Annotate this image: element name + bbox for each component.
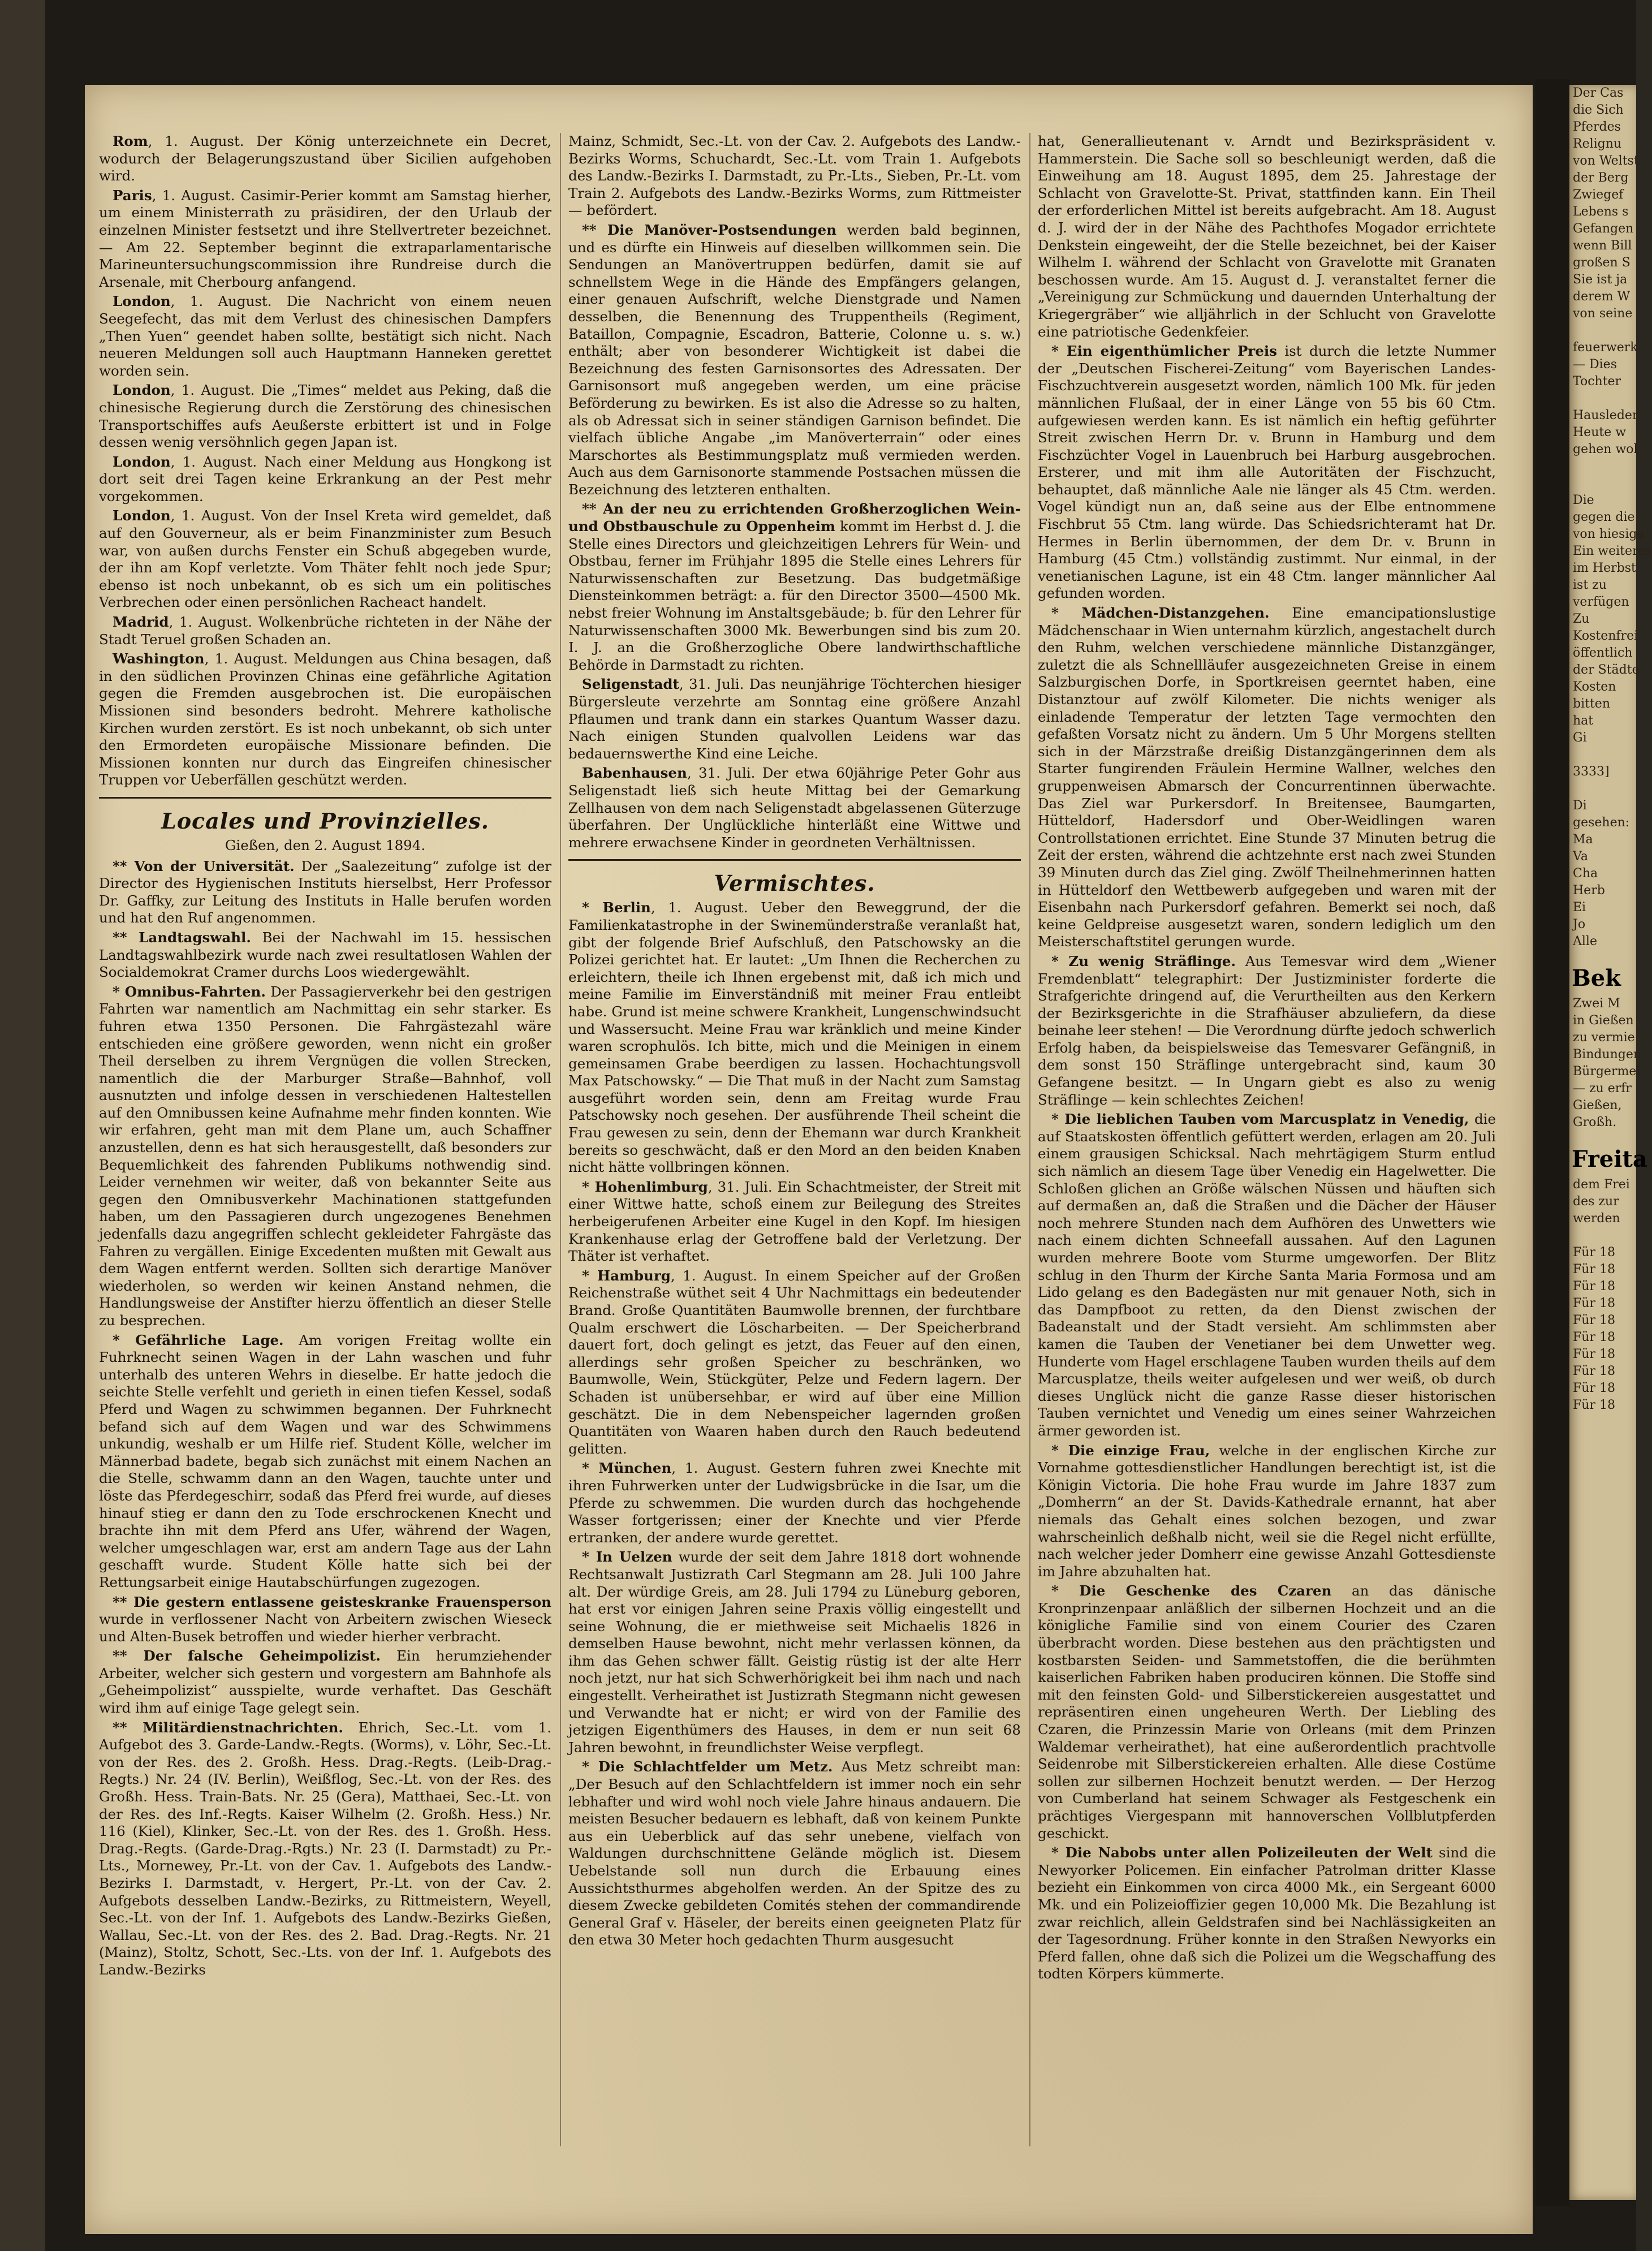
article-paragraph (1038, 1582, 1496, 1842)
article-text: Aus Temesvar wird dem „Wiener Fremdenblatt“ telegraphirt: Der Justizminister forderte die Strafgerichte dringend auf, die Verurtheilten aus den Kerkern der Bezirksgerichte in die Strafhäuser abzuliefern, da diese beinahe leer stehen! — Die Verordnung dürfte jedoch schwerlich Erfolg haben, da beispielsweise das Temesvarer Gefängniß, in dem sonst 150 Sträflinge untergebracht sind, kaum 30 Gefangene besitzt. — In Ungarn giebt es also zu wenig Sträflinge — kein schlechtes Zeichen! (1038, 952, 1496, 1108)
article-text: Der Passagierverkehr bei den gestrigen Fahrten war namentlich am Nachmittag ein sehr starker. Es fuhren etwa 1350 Personen. Die Fahrgästezahl wäre entschieden eine größere geworden, wenn nicht ein großer Theil derselben zu ihrem Vergnügen die vollen Strecken, namentlich die der Marburger Straße—Bahnhof, voll ausnutzten und infolge dessen in verschiedenen Haltestellen auf den Omnibussen keine Aufnahme mehr finden konnten. Wie wir erfahren, geht man mit dem Plane um, auch Schaffner anzustellen, denn es hat sich herausgestellt, daß besonders zur Bequemlichkeit des fahrenden Publikums nothwendig sind. Leider vernehmen wir weiter, daß von bekannter Seite aus gegen den Omnibusverkehr Machinationen stattgefunden haben, um den Passagieren durch ungezogenes Benehmen jedenfalls dazu angegriffen schlecht gekleideter Fahrgäste das Fahren zu vergällen. Einige Excedenten mußten mit Gewalt aus dem Wagen entfernt werden. Sollten sich derartige Manöver wiederholen, so werden wir keinen Anstand nehmen, die Handlungsweise der Anstifter hierzu öffentlich an dieser Stelle zu besprechen. (99, 983, 551, 1329)
sliver-line (1569, 390, 1636, 407)
sliver-line: Hausleder (1573, 408, 1638, 422)
sliver-line: Für 18 (1573, 1262, 1615, 1277)
article-lead: * Die lieblichen Tauben vom Marcusplatz in Venedig, (1051, 1111, 1469, 1128)
section-rule (99, 797, 551, 799)
article-paragraph (99, 1594, 551, 1646)
article-paragraph (1038, 1442, 1496, 1581)
sliver-line: Großh. (1573, 1115, 1617, 1129)
article-lead: * München (582, 1460, 672, 1477)
article-lead: Rom (113, 133, 148, 149)
local-dateline: Gießen, den 2. August 1894. (225, 836, 426, 853)
article-paragraph (99, 614, 551, 648)
article-paragraph (568, 133, 1021, 219)
article-lead: * Hamburg (582, 1267, 671, 1284)
article-paragraph (568, 1267, 1021, 1458)
article-lead: * Hohenlimburg (582, 1178, 708, 1195)
article-text: , 31. Juli. Ein Schachtmeister, der Streit mit einer Wittwe hatte, schoß einem zur Beilegung des Streites herbeigerufenen Arbeiter eine Kugel in den Kopf. Im hiesigen Krankenhause erlag der Getroffene bald der Verletzung. Der Thäter ist verhaftet. (568, 1178, 1021, 1265)
sliver-line (1569, 475, 1636, 492)
sliver-line: Zwiegef (1573, 188, 1624, 202)
article-paragraph (99, 507, 551, 611)
article-paragraph (99, 929, 551, 981)
article-lead: Washington (113, 650, 205, 667)
article-text: sind die Newyorker Policemen. Ein einfacher Patrolman dritter Klasse bezieht ein Einkommen von circa 4000 Mk., ein Sergeant 6000 Mk. und ein Polizeioffizier gegen 10,000 Mk. Die Bezahlung ist zwar reichlich, allein Geldstrafen sind bei Nachlässigkeiten an der Tagesordnung. Früher konnte in den Straßen Newyorks ein Pferd fallen, ohne daß sich die Polizei um die Wegschaffung des todten Körpers kümmerte. (1038, 1844, 1496, 1982)
sliver-line: Alle (1573, 934, 1597, 948)
sliver-line: Der Cas (1573, 86, 1624, 100)
article-text: kommt im Herbst d. J. die Stelle eines Directors und gleichzeitigen Lehrers für Wein- und Obstbau, ferner im Frühjahr 1895 die Stelle eines Lehrers für Naturwissenschaften zur Besetzung. Das budgetmäßige Diensteinkommen beträgt: a. für den Director 3500—4500 Mk. nebst freier Wohnung im Anstaltsgebäude; b. für den Lehrer für Naturwissenschaften 3000 Mk. Bewerbungen sind bis zum 20. I. J. an die Großherzogliche Obere landwirthschaftliche Behörde in Darmstadt zu richten. (568, 518, 1021, 673)
article-lead: Madrid (113, 614, 169, 631)
sliver-line: hat (1573, 714, 1594, 728)
column-1 (99, 133, 551, 2228)
sliver-line: Tochter (1573, 374, 1621, 389)
sliver-line: — zu erfr (1573, 1081, 1632, 1096)
article-lead: Seligenstadt (582, 676, 679, 693)
column-2 (568, 133, 1021, 2228)
local-news (99, 858, 551, 1979)
sliver-line: Bürgermei (1573, 1064, 1641, 1079)
sliver-line: im Herbst (1573, 561, 1636, 575)
sliver-line: Gießen, (1573, 1098, 1622, 1112)
article-lead: * Mädchen-Distanzgehen. (1051, 605, 1270, 622)
article-text: Der „Saalezeitung“ zufolge ist der Director des Hygienischen Instituts hierselbst, Herr Professor Dr. Gaffky, zur Leitung des Instituts in Halle berufen worden und hat den Ruf angenommen. (99, 857, 552, 926)
article-paragraph (99, 187, 551, 291)
article-lead: ** Die Manöver-Postsendungen (582, 221, 837, 238)
misc-section-title: Vermischtes. (714, 870, 875, 896)
article-lead: * Berlin (582, 899, 651, 916)
sliver-line: des zur (1573, 1195, 1619, 1209)
sliver-line (1569, 780, 1636, 797)
article-text: Ehrich, Sec.-Lt. vom 1. Aufgebot des 3. Garde-Landw.-Regts. (Worms), v. Löhr, Sec.-Lt. von der Res. des 2. Großh. Hess. Drag.-Regts. (Leib-Drag.-Regts.) Nr. 24 (IV. Berlin), Weißflog, Sec.-Lt. von der Res. des Großh. Hess. Train-Bats. Nr. 25 (Gera), Matthaei, Sec.-Lt. von der Res. des Inf.-Regts. Kaiser Wilhelm (2. Großh. Hess.) Nr. 116 (Kiel), Klinker, Sec.-Lt. von der Res. des 1. Großh. Hess. Drag.-Regts. (Garde-Drag.-Rgts.) Nr. 23 (I. Darmstadt) zu Pr.-Lts., Mornewey, Pr.-Lt. von der Cav. 1. Aufgebots des Landw.-Bezirks I. Darmstadt, v. Hergert, Pr.-Lt. von der Cav. 2. Aufgebots desselben Landw.-Bezirks, zu Rittmeistern, Weyell, Sec.-Lt. von der Inf. 1. Aufgebots des Landw.-Bezirks Gießen, Wallau, Sec.-Lt. von der Res. des 2. Bad. Drag.-Regts. Nr. 21 (Mainz), Stoltz, Schott, Sec.-Lts. von der Inf. 1. Aufgebots des Landw.-Bezirks (99, 1719, 551, 1978)
article-lead: ** Landtagswahl. (113, 929, 251, 946)
article-paragraph (568, 1758, 1021, 1949)
article-text: , 1. August. Ueber den Beweggrund, der die Familienkatastrophe in der Swinemünderstraße veranlaßt hat, gibt der folgende Brief Aufschluß, den Patschowsky an die Polizei gerichtet hat. Er lautet: „Um Ihnen die Recherchen zu erleichtern, theile ich Ihnen ergebenst mit, daß ich mich und meine Familie im Einverständniß mit meiner Frau entleibt habe. Grund ist meine schwere Krankheit, Lungenschwindsucht und Wassersucht. Meine Frau war kränklich und meine Kinder waren scrophulös. Ich bitte, mich und die Meinigen in einem gemeinsamen Grabe beerdigen zu lassen. Hochachtungsvoll Max Patschowsky.“ — Die That muß in der Nacht zum Samstag ausgeführt worden sein, denn am Freitag wurde Frau Patschowsky noch gesehen. Der ausführende Theil scheint die Frau gewesen zu sein, denn der Ehemann war durch Krankheit bereits so geschwächt, daß er den Mord an den beiden Knaben nicht hätte vollbringen können. (568, 899, 1021, 1176)
article-lead: * Die einzige Frau, (1051, 1442, 1210, 1459)
sliver-line: Lebens s (1573, 205, 1629, 219)
article-paragraph (568, 899, 1021, 1176)
article-lead: Babenhausen (582, 765, 687, 782)
sliver-line: Für 18 (1573, 1347, 1615, 1361)
regional-news (568, 133, 1021, 851)
sliver-line: Kosten (1573, 680, 1616, 694)
article-text: hat, Generallieutenant v. Arndt und Bezirkspräsident v. Hammerstein. Die Sache soll so beschleunigt werden, daß die Einweihung am 18. August 1895, dem 25. Jahrestage der Schlacht von Gravelotte-St. Privat, stattfinden kann. Ein Theil der erforderlichen Mittel ist bereits aufgebracht. Am 18. August d. J. wird der in der Nähe des Pachthofes Mogador errichtete Denkstein eingeweiht, der die Stelle bezeichnet, bei der Kaiser Wilhelm I. während der Schlacht von Gravelotte mit Granaten beschossen wurde. Am 15. August d. J. veranstaltet ferner die „Vereinigung zur Schmückung und dauernden Unterhaltung der Kriegergräber“ wie alljährlich in der Schlucht von Gravelotte eine patriotische Gedenkfeier. (1038, 133, 1496, 340)
article-text: , 1. August. Der König unterzeichnete ein Decret, wodurch der Belagerungszustand über Sicilien aufgehoben wird. (99, 133, 551, 184)
sliver-line: ist zu (1573, 578, 1607, 592)
article-lead: * Zu wenig Sträflinge. (1051, 952, 1236, 969)
local-section-title: Locales und Provinzielles. (161, 808, 490, 834)
article-lead: ** Der falsche Geheimpolizist. (113, 1648, 381, 1664)
article-paragraph (568, 222, 1021, 499)
article-text: , 31. Juli. Der etwa 60jährige Peter Gohr aus Seligenstadt ließ sich heute Mittag bei der Gemarkung Zellhausen von dem nach Seligenstadt abgelassenen Güterzuge überfahren. Der Unglückliche hinterläßt eine Wittwe und mehrere erwachsene Kinder in geordneten Verhältnissen. (568, 765, 1021, 851)
article-lead: * Die Geschenke des Czaren (1051, 1582, 1332, 1599)
article-paragraph (99, 1332, 551, 1592)
article-text: , 1. August. Die „Times“ meldet aus Peking, daß die chinesische Regierung durch die Zerstörung des chinesischen Transportschiffes aufs Aeußerste erbittert ist und in Folge dessen wenig versöhnlich gegen Japan ist. (99, 382, 551, 451)
article-text: die auf Staatskosten öffentlich gefüttert werden, erlagen am 20. Juli einem grausigen Schicksal. Nach mehrtägigem Sturm entlud sich nämlich an diesem Tage über Venedig ein Hagelwetter. Die Schloßen glichen an Größe wälschen Nüssen und häuften sich auf dermaßen an, daß die Straßen und die Dächer der Häuser noch mehrere Stunden nach dem Aufhören des Unwetters wie nach einem dichten Schneefall aussahen. Auf den Lagunen wurden mehrere Boote vom Sturme umgeworfen. Der Blitz schlug in den Thurm der Kirche Santa Maria Formosa und am Lido gelang es den Badegästen nur mit genauer Noth, sich in das Dampfboot zu retten, da den Dienst zwischen der Badeanstalt und der Stadt versieht. Am schlimmsten aber kamen die Tauben der Venetianer bei dem Unwetter weg. Hunderte vom Hagel erschlagene Tauben wurden theils auf dem Marcusplatze, theils weiter aufgelesen und wer weiß, ob durch dieses Unglück nicht die ganze Rasse dieser historischen Tauben vernichtet und Venedig um eines seiner Wahrzeichen ärmer geworden ist. (1038, 1111, 1496, 1439)
article-lead: London (113, 453, 171, 470)
sliver-line: werden (1573, 1211, 1620, 1226)
article-text: , 1. August. Nach einer Meldung aus Hongkong ist dort seit drei Tagen keine Erkrankung an der Pest mehr vorgekommen. (99, 453, 551, 504)
sliver-line (1569, 747, 1636, 764)
book-spine (1535, 79, 1569, 2206)
next-page-heading-2: Freita (1572, 1146, 1647, 1172)
next-page-text-bottom (1569, 1176, 1636, 1414)
article-paragraph (99, 293, 551, 380)
sliver-line: Zwei M (1573, 997, 1620, 1011)
article-lead: * Die Nabobs unter allen Polizeileuten der Welt (1051, 1844, 1433, 1861)
sliver-line: zu vermie (1573, 1030, 1635, 1045)
article-text: , 1. August. Von der Insel Kreta wird gemeldet, daß auf den Gouverneur, als er beim Finanzminister zum Besuch war, von außen durchs Fenster ein Schuß abgegeben wurde, der ihn am Kopf verletzte. Vom Thäter fehlt noch jede Spur; ebenso ist noch unbekannt, ob es sich um ein politisches Verbrechen oder einen persönlichen Racheact handelt. (99, 507, 551, 611)
sliver-line: Kostenfrei (1573, 629, 1638, 643)
article-text: wurde der seit dem Jahre 1818 dort wohnende Rechtsanwalt Justizrath Carl Stegmann am 28. Juli 100 Jahre alt. Der würdige Greis, am 28. Juli 1794 zu Lüneburg geboren, hat erst vor einigen Jahren seine Praxis völlig eingestellt und seine Wohnung, die er miethweise seit Michaelis 1826 in demselben Hause bewohnt, nicht mehr verlassen können, da ihm das Gehen schwer fällt. Geistig rüstig ist der alte Herr noch jetzt, nur hat sich Schwerhörigkeit bei ihm nach und nach eingestellt. Verheirathet ist Justizrath Stegmann nicht gewesen und Verwandte hat er nicht; er wird von der Familie des jetzigen Eigenthümers des Hauses, in dem er nun seit 68 Jahren bewohnt, in freundlichster Weise verpflegt. (568, 1549, 1021, 1756)
article-lead: London (113, 507, 171, 524)
sliver-line: Relignu (1573, 137, 1622, 151)
sliver-line: 3333] (1573, 765, 1610, 779)
article-text: Am vorigen Freitag wollte ein Fuhrknecht seinen Wagen in der Lahn waschen und fuhr unterhalb des unteren Wehrs in dieselbe. Er hatte jedoch die seichte Stelle verfehlt und gerieth in einen tiefen Kessel, sodaß Pferd und Wagen zu schwimmen begannen. Der Fuhrknecht befand sich auf dem Wagen und war des Schwimmens unkundig, weshalb er um Hilfe rief. Student Kölle, welcher im Männerbad badete, begab sich zunächst mit einem Nachen an die Stelle, schwamm dann an den Wagen, tauchte unter und löste das Pferdegeschirr, sodaß das Pferd frei wurde, auf dieses hinauf stieg er dann den zu Tode erschrockenen Knecht und brachte ihn mit dem Pferd ans Ufer, während der Wagen, welcher umgeschlagen war, erst am andern Tage aus der Lahn geschafft wurde. Student Kölle hatte sich bei der Rettungsarbeit einige Hautabschürfungen zugezogen. (99, 1331, 551, 1590)
article-text: Eine emancipationslustige Mädchenschaar in Wien unternahm kürzlich, angestachelt durch den Ruhm, welchen verschiedene männliche Distanzgänger, zuletzt die als Schnellläufer ausgezeichneten Greise in einem Salzburgischen Dorfe, in Sportkreisen geerntet haben, eine Distanztour auf zwölf Kilometer. Die nichts weniger als einladende Temperatur der letzten Tage vermochten den gefaßten Vorsatz nicht zu ändern. Um 5 Uhr Morgens stellten sich in der Märzstraße dreißig Distanzgängerinnen dem als Starter fungirenden Fräulein Hermine Wallner, welches den gruppenweisen Abmarsch der Concurrentinnen überwachte. Das Ziel war Purkersdorf. In Breitensee, Baumgarten, Hütteldorf, Hadersdorf und Ober-Weidlingen waren Controllstationen errichtet. Eine Stunde 37 Minuten betrug die Zeit der ersten, während die achtzehnte erst nach zwei Stunden 39 Minuten durch das Ziel ging. Zwölf Theilnehmerinnen hatten in Hütteldorf den Wettbewerb aufgegeben und waren mit der Eisenbahn nach Purkersdorf gefahren. Bemerkt sei noch, daß keine Geldpreise ausgesetzt waren, sondern lediglich um den Meisterschaftstitel gerungen wurde. (1038, 605, 1496, 950)
sliver-line: Cha (1573, 866, 1598, 881)
sliver-line: verfügen (1573, 595, 1629, 609)
article-paragraph (568, 1460, 1021, 1546)
sliver-line: Sie ist ja (1573, 273, 1628, 287)
sliver-line: Ei (1573, 900, 1586, 915)
article-text: Ein herumziehender Arbeiter, welcher sich gestern und vorgestern am Bahnhofe als „Geheimpolizist“ ausspielte, wurde verhaftet. Das Geschäft wird ihm auf einige Tage gelegt sein. (99, 1648, 551, 1717)
sliver-line: Für 18 (1573, 1245, 1615, 1260)
sliver-line (1569, 1227, 1636, 1244)
article-text: Bei der Nachwahl im 15. hessischen Landtagswahlbezirk wurde nach zwei resultatlosen Wahlen der Socialdemokrat Cramer durchs Loos wiedergewählt. (99, 929, 551, 981)
article-paragraph (99, 858, 551, 927)
article-text: welche in der englischen Kirche zur Vornahme gottesdienstlicher Handlungen berechtigt ist, ist die Königin Victoria. Die hohe Frau wurde im Jahre 1837 zum „Domherrn“ an der St. Davids-Kathedrale ernannt, hat aber niemals das Gehalt eines solchen bezogen, und zwar wahrscheinlich deßhalb nicht, weil sie die Regel nicht erfüllte, nach welcher jeder Domherr eine gewisse Anzahl Gottesdienste im Jahre abzuhalten hat. (1038, 1442, 1496, 1580)
article-lead: ** An der neu zu errichtenden Großherzoglichen Wein- und Obstbauschule zu Oppenheim (568, 501, 1021, 535)
sliver-line: Für 18 (1573, 1296, 1615, 1310)
misc-news (568, 899, 1021, 1949)
article-paragraph (1038, 1111, 1496, 1439)
sliver-line: Bindungen (1573, 1047, 1642, 1062)
sliver-line: Gi (1573, 731, 1587, 745)
next-page-edge (1569, 85, 1652, 2200)
sliver-line: bitten (1573, 697, 1610, 711)
article-lead: London (113, 382, 171, 399)
sliver-line: von seine (1573, 307, 1633, 321)
article-text: , 1. August. Meldungen aus China besagen, daß in den südlichen Provinzen Chinas eine gefährliche Agitation gegen die Fremden ausgebrochen ist. Die europäischen Missionen sind besonders bedroht. Mehrere katholische Kirchen wurden zerstört. Es ist noch unbekannt, ob sich unter den Ermordeten europäische Missionare befinden. Die Missionen konnten nur durch das Eingreifen chinesischer Truppen vor Ueberfällen geschützt werden. (99, 650, 551, 788)
article-lead: London (113, 293, 171, 310)
sliver-line: Heute w (1573, 425, 1627, 439)
article-text: Aus Metz schreibt man: „Der Besuch auf den Schlachtfeldern ist immer noch ein sehr lebhafter und wird wohl noch viele Jahre hinaus andauern. Die meisten Besucher bedauern es lebhaft, daß von keinem Punkte aus ein Ueberblick auf das sehr unebene, vielfach von Waldungen durchschnittene Gelände möglich ist. Diesem Uebelstande soll nun durch die Erbauung eines Aussichtsthurmes abgeholfen werden. An der Spitze des zu diesem Zwecke gebildeten Comités stehen der commandirende General Graf v. Häseler, der bereits einen geeigneten Platz für den etwa 30 Meter hoch gedachten Thurm ausgesucht (568, 1758, 1021, 1948)
sliver-line: Gefangen (1573, 222, 1634, 236)
article-text: , 31. Juli. Das neunjährige Töchterchen hiesiger Bürgersleute verzehrte am Sonntag eine größere Anzahl Pflaumen und trank dann ein starkes Quantum Wasser dazu. Nach einigen Stunden qualvollen Leidens war das bedauernswerthe Kind eine Leiche. (568, 676, 1021, 762)
article-lead: * Gefährliche Lage. (113, 1331, 284, 1348)
column-divider-2 (1029, 133, 1030, 2146)
article-lead: ** Die gestern entlassene geisteskranke Frauensperson (113, 1593, 551, 1610)
article-text: , 1. August. In einem Speicher auf der Großen Reichenstraße wüthet seit 4 Uhr Nachmittags ein bedeutender Brand. Große Quantitäten Baumwolle brennen, der furchtbare Qualm erschwert die Löscharbeiten. — Der Speicherbrand dauert fort, doch gelingt es jetzt, das Feuer auf den einen, allerdings sehr großen Speicher zu beschränken, wo Baumwolle, Wein, Stückgüter, Pelze und Federn lagern. Der Schaden ist unübersehbar, er wird auf über eine Million geschätzt. Die in dem Nebenspeicher lagernden großen Quantitäten von Waaren haben durch den Rauch bedeutend gelitten. (568, 1267, 1021, 1457)
sliver-line: feuerwerk (1573, 340, 1638, 355)
article-text: , 1. August. Gestern fuhren zwei Knechte mit ihren Fuhrwerken unter der Ludwigsbrücke in die Isar, um die Pferde zu schwemmen. Die wurden durch das hochgehende Wasser fortgerissen; einer der Knechte und vier Pferde ertranken, der andere wurde gerettet. (568, 1460, 1021, 1546)
sliver-line: von hiesige (1573, 527, 1645, 541)
article-paragraph (568, 1179, 1021, 1265)
article-lead: * In Uelzen (582, 1549, 672, 1566)
sliver-line: Für 18 (1573, 1279, 1615, 1293)
article-lead: * Omnibus-Fahrten. (113, 983, 266, 1000)
article-paragraph (1038, 605, 1496, 951)
sliver-line: Jo (1573, 917, 1586, 932)
sliver-line: Va (1573, 849, 1588, 864)
foreign-news (99, 133, 551, 789)
article-paragraph (568, 501, 1021, 674)
sliver-line: Für 18 (1573, 1313, 1615, 1327)
sliver-line: großen S (1573, 256, 1631, 270)
article-text: wurde in verflossener Nacht von Arbeitern zwischen Wieseck und Alten-Busek betroffen und wieder hierher verbracht. (99, 1611, 551, 1645)
sliver-line: Für 18 (1573, 1330, 1615, 1344)
article-text: , 1. August. Wolkenbrüche richteten in der Nähe der Stadt Teruel großen Schaden an. (99, 614, 551, 648)
article-paragraph (99, 1648, 551, 1717)
article-text: , 1. August. Casimir-Perier kommt am Samstag hierher, um einem Ministerrath zu präsidiren, der den Urlaub der einzelnen Minister festsetzt und ihre Stellvertreter bezeichnet. — Am 22. September beginnt die extraparlamentarische Marineuntersuchungscommission ihre Rundreise durch die Arsenale, mit Cherbourg anfangend. (99, 187, 551, 290)
article-paragraph (568, 765, 1021, 851)
article-paragraph (99, 454, 551, 506)
sliver-line: Herb (1573, 883, 1605, 898)
sliver-line: Di (1573, 799, 1587, 813)
sliver-line: die Sich (1573, 103, 1624, 117)
sliver-line: gesehen: (1573, 816, 1630, 830)
article-paragraph (99, 1719, 551, 1979)
article-paragraph (1038, 343, 1496, 602)
article-paragraph (1038, 133, 1496, 340)
sliver-line: gegen die (1573, 510, 1635, 524)
sliver-line: Für 18 (1573, 1381, 1615, 1395)
next-page-heading: Bek (1572, 965, 1621, 991)
article-text: Mainz, Schmidt, Sec.-Lt. von der Cav. 2. Aufgebots des Landw.-Bezirks Worms, Schuchardt, Sec.-Lt. vom Train 1. Aufgebots des Landw.-Bezirks I. Darmstadt, zu Pr.-Lts., Sieben, Pr.-Lt. vom Train 2. Aufgebots des Landw.-Bezirks Worms, zum Rittmeister — befördert. (568, 133, 1021, 219)
sliver-line: Ein weiteres (1573, 544, 1652, 558)
section-rule (568, 859, 1021, 861)
sliver-line (1569, 458, 1636, 475)
article-paragraph (568, 676, 1021, 762)
misc-news-continued (1038, 133, 1496, 1983)
sliver-line: Ma (1573, 833, 1593, 847)
sliver-line: Für 18 (1573, 1398, 1615, 1412)
sliver-line: derem W (1573, 290, 1631, 304)
article-text: an das dänische Kronprinzenpaar anläßlich der silbernen Hochzeit und an die königliche Familie sind von einem Courier des Czaren überbracht worden. Diese bestehen aus den prächtigsten und kostbarsten Seiden- und Sammetstoffen, die die berühmten kaiserlichen Fabriken haben produciren können. Die Stoffe sind mit den feinsten Gold- und Silberstickereien ausgestattet und repräsentiren einen ungeheuren Werth. Der Liebling des Czaren, die Prinzessin Marie von Orleans (mit dem Prinzen Waldemar verheirathet), hat eine außerordentlich prachtvolle Seidenrobe mit Silberstickereien erhalten. Alle diese Costüme sollen zur silbernen Hochzeit benutzt werden. — Der Herzog von Cumberland hat seinem Schwager als Festgeschenk ein prächtiges Viergespann mit hannoverschen Vollblutpferden geschickt. (1038, 1582, 1496, 1842)
sliver-line: Zu (1573, 612, 1590, 626)
article-lead: * Ein eigenthümlicher Preis (1051, 343, 1278, 360)
sliver-line: Die (1573, 493, 1594, 507)
sliver-line: gehen wol (1573, 442, 1638, 456)
sliver-line (1569, 322, 1636, 339)
sliver-line: in Gießen (1573, 1014, 1634, 1028)
sliver-line: dem Frei (1573, 1178, 1630, 1192)
column-divider-1 (560, 133, 561, 2146)
next-page-text-top (1569, 85, 1652, 950)
next-page-text-middle (1569, 995, 1642, 1131)
article-paragraph (99, 382, 551, 451)
article-lead: ** Militärdienstnachrichten. (113, 1719, 343, 1736)
article-paragraph (99, 650, 551, 789)
article-lead: Paris (113, 187, 152, 204)
article-paragraph (1038, 1844, 1496, 1983)
sliver-line: Für 18 (1573, 1364, 1615, 1378)
article-text: werden bald beginnen, und es dürfte ein Hinweis auf dieselben willkommen sein. Die Sendungen an Manövertruppen bedürfen, damit sie auf schnellstem Wege in die Hände des Empfängers gelangen, einer genauen Aufschrift, welche Dienstgrade und Namen desselben, die Benennung des Truppentheils (Regiment, Bataillon, Compagnie, Escadron, Batterie, Colonne u. s. w.) enthält; aber von besonderer Wichtigkeit ist dabei die Bezeichnung des festen Garnisonsortes des Adressaten. Der Garnisonsort muß angegeben werden, um eine präcise Beförderung zu bewirken. Es ist also die Adresse so zu halten, als ob Adressat sich in seiner ständigen Garnison befindet. Die vielfach übliche Angabe „im Manöverterrain“ oder eines Marschortes als Bestimmungsplatz muß vermieden werden. Auch aus dem Garnisonorte stammende Postsachen müssen die Bezeichnung des letzteren enthalten. (568, 221, 1021, 498)
sliver-line: der Berg (1573, 171, 1629, 185)
article-lead: ** Von der Universität. (113, 857, 295, 874)
article-text: , 1. August. Die Nachricht von einem neuen Seegefecht, das mit dem Verlust des chinesischen Dampfers „Then Yuen“ geendet haben sollte, bestätigt sich nicht. Nach neueren Meldungen soll auch Hauptmann Hanneken gerettet worden sein. (99, 293, 551, 379)
sliver-line: wenn Bill (1573, 239, 1632, 253)
sliver-line: der Städte (1573, 663, 1640, 677)
sliver-line: von Weltst (1573, 154, 1639, 168)
article-lead: * Die Schlachtfelder um Metz. (582, 1758, 833, 1775)
article-paragraph (99, 984, 551, 1330)
sliver-line: öffentlich (1573, 646, 1633, 660)
sliver-line: Pferdes (1573, 120, 1621, 134)
article-text: ist durch die letzte Nummer der „Deutschen Fischerei-Zeitung“ vom Bayerischen Landes-Fischzuchtverein ausgesetzt worden, nämlich 100 Mk. für jeden männlichen Flußaal, der in einer Länge von 55 bis 60 Ctm. aufgewiesen werden kann. Es ist nämlich ein heftig geführter Streit zwischen Herrn Dr. v. Brunn in Hamburg und dem Fischzüchter Vogel in Lauenbruch bei Harburg ausgebrochen. Ersterer, und mit ihm alle Autoritäten der Fischzucht, behauptet, daß männliche Aale nie länger als 45 Ctm. werden. Vogel kündigt nun an, daß seine aus der Elbe entnommene Fischbrut 55 Ctm. lang würde. Das Schiedsrichteramt hat Dr. Hermes in Berlin übernommen, der dem Dr. v. Brunn in Hamburg (45 Ctm.) vollständig zustimmt. Nur einmal, in der venetianischen Lagune, ist ein 48 Ctm. langer männlicher Aal gefunden worden. (1038, 343, 1496, 602)
column-3 (1038, 133, 1496, 2228)
article-paragraph (99, 133, 551, 185)
article-paragraph (1038, 953, 1496, 1109)
article-paragraph (568, 1549, 1021, 1756)
sliver-line: — Dies (1573, 357, 1617, 372)
